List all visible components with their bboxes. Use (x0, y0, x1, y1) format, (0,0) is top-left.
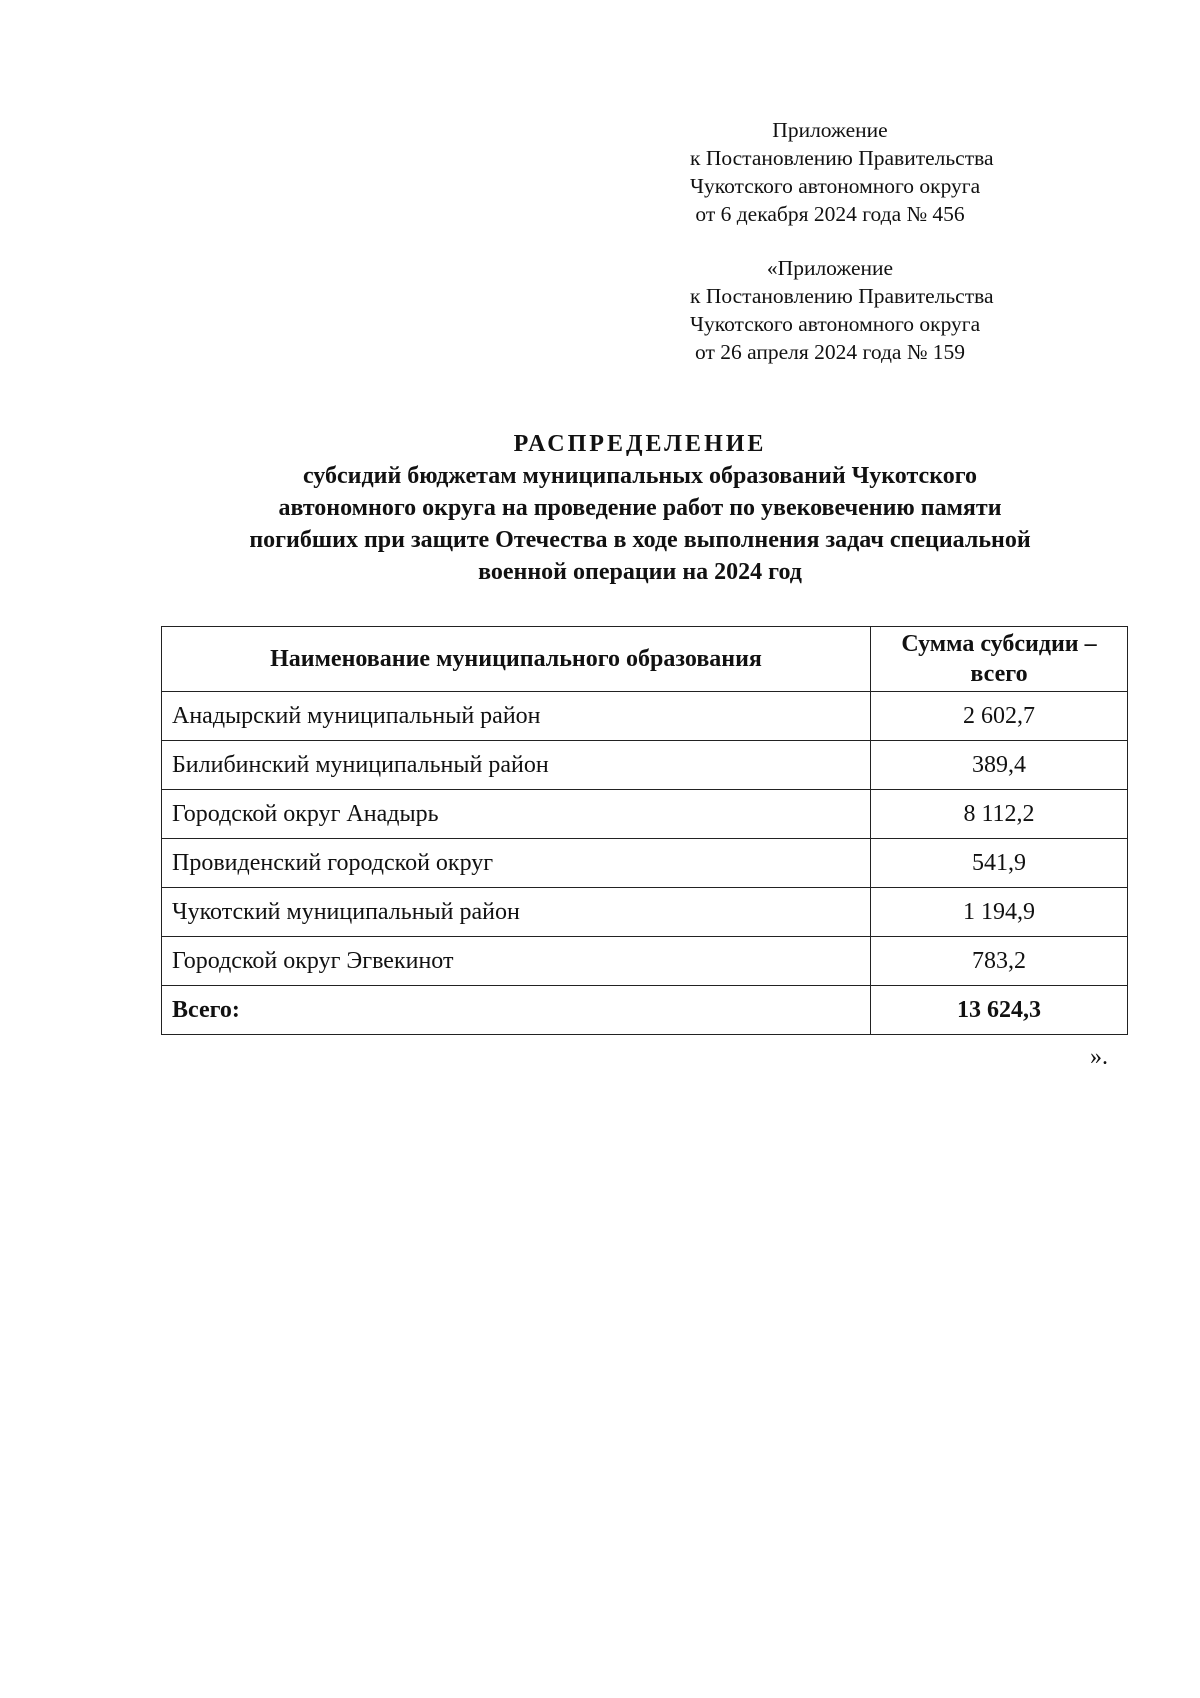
subsidy-amount: 389,4 (871, 741, 1128, 790)
municipality-name: Чукотский муниципальный район (162, 888, 871, 937)
table-header-row (162, 627, 1128, 692)
title-heading: РАСПРЕДЕЛЕНИЕ (513, 431, 767, 457)
subsidy-amount: 783,2 (871, 937, 1128, 986)
appendix-line: от 26 апреля 2024 года № 159 (695, 340, 965, 364)
municipality-name: Городской округ Анадырь (162, 790, 871, 839)
header-amount-line: всего (970, 661, 1028, 687)
total-amount: 13 624,3 (871, 986, 1128, 1035)
table-row (162, 888, 1128, 937)
total-row (162, 986, 1128, 1035)
table-row (162, 790, 1128, 839)
appendix-line: Чукотского автономного округа (690, 312, 981, 336)
municipality-name: Билибинский муниципальный район (162, 741, 871, 790)
subsidy-amount: 1 194,9 (871, 888, 1128, 937)
title-line: военной операции на 2024 год (478, 559, 802, 585)
header-amount-line: Сумма субсидии – (901, 631, 1097, 657)
total-label: Всего: (162, 986, 871, 1035)
appendix-line: «Приложение (766, 256, 894, 280)
appendix-line: Приложение (772, 118, 888, 142)
header-amount (871, 627, 1128, 692)
table-row (162, 741, 1128, 790)
title-line: субсидий бюджетам муниципальных образований Чукотского (302, 463, 978, 489)
document-title (160, 428, 1120, 588)
closing-quote-mark: ». (1090, 1044, 1108, 1070)
municipality-name: Провиденский городской округ (162, 839, 871, 888)
appendix-line: к Постановлению Правительства (690, 146, 994, 170)
subsidy-table (161, 626, 1128, 1035)
municipality-name: Анадырский муниципальный район (162, 692, 871, 741)
title-line: автономного округа на проведение работ по увековечению памяти (278, 495, 1002, 521)
municipality-name: Городской округ Эгвекинот (162, 937, 871, 986)
appendix-line: от 6 декабря 2024 года № 456 (695, 202, 965, 226)
table-row (162, 937, 1128, 986)
subsidy-amount: 8 112,2 (871, 790, 1128, 839)
appendix-reference-current (690, 116, 994, 228)
subsidy-amount: 541,9 (871, 839, 1128, 888)
appendix-line: к Постановлению Правительства (690, 284, 994, 308)
table-row (162, 839, 1128, 888)
appendix-reference-original (690, 254, 994, 366)
subsidy-amount: 2 602,7 (871, 692, 1128, 741)
table-row (162, 692, 1128, 741)
appendix-line: Чукотского автономного округа (690, 174, 981, 198)
header-municipality: Наименование муниципального образования (162, 627, 871, 692)
title-line: погибших при защите Отечества в ходе выполнения задач специальной (249, 527, 1031, 553)
